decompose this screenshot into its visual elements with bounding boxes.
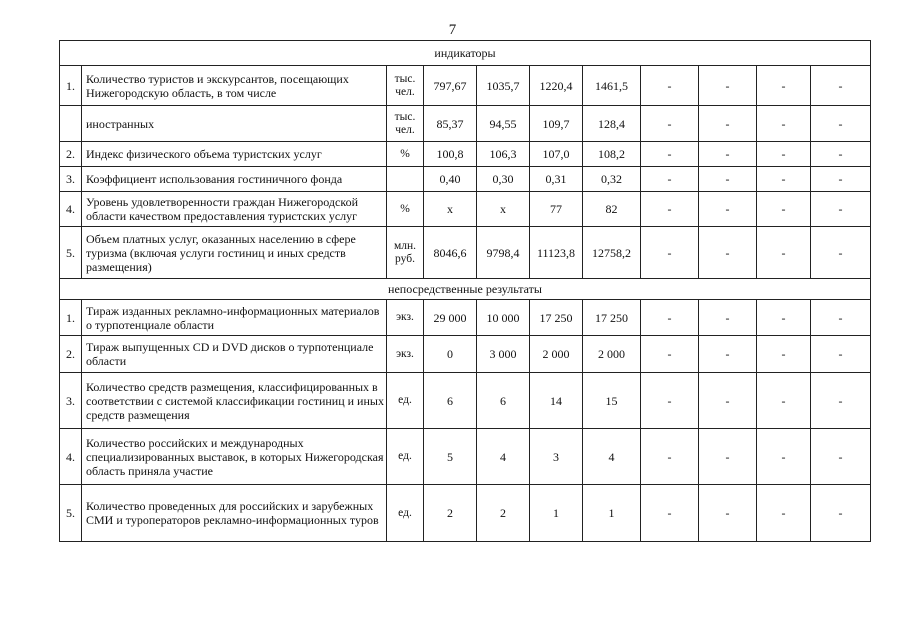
value-cell: 128,4 <box>583 106 641 142</box>
row-unit <box>387 167 424 192</box>
row-number: 2. <box>60 336 82 373</box>
value-cell: 1035,7 <box>477 66 530 106</box>
value-cell: - <box>811 429 871 485</box>
value-cell: - <box>641 167 699 192</box>
value-cell: 6 <box>477 373 530 429</box>
value-cell: 29 000 <box>424 300 477 336</box>
value-cell: - <box>811 373 871 429</box>
value-cell: 9798,4 <box>477 227 530 279</box>
value-cell: - <box>811 106 871 142</box>
value-cell: 94,55 <box>477 106 530 142</box>
value-cell: 77 <box>530 192 583 227</box>
row-description: Тираж изданных рекламно-информационных материалов о турпотенциале области <box>82 300 387 336</box>
row-number: 5. <box>60 485 82 542</box>
value-cell: 100,8 <box>424 142 477 167</box>
value-cell: - <box>757 167 811 192</box>
value-cell: - <box>757 485 811 542</box>
value-cell: 1 <box>583 485 641 542</box>
table-row <box>60 429 871 485</box>
row-number: 5. <box>60 227 82 279</box>
table-body <box>60 41 871 542</box>
row-unit: ед. <box>387 373 424 429</box>
value-cell: 4 <box>477 429 530 485</box>
row-description: Индекс физического объема туристских услуг <box>82 142 387 167</box>
value-cell: 109,7 <box>530 106 583 142</box>
section-title: непосредственные результаты <box>60 279 871 300</box>
row-number: 1. <box>60 300 82 336</box>
table-row <box>60 66 871 106</box>
value-cell: - <box>757 300 811 336</box>
row-description: Количество туристов и экскурсантов, посещающих Нижегородскую область, в том числе <box>82 66 387 106</box>
row-unit: % <box>387 142 424 167</box>
value-cell: 0 <box>424 336 477 373</box>
value-cell: - <box>811 300 871 336</box>
value-cell: 0,40 <box>424 167 477 192</box>
value-cell: - <box>757 227 811 279</box>
value-cell: - <box>699 192 757 227</box>
value-cell: - <box>641 66 699 106</box>
row-description: Количество проведенных для российских и зарубежных СМИ и туроператоров рекламно-информационных туров <box>82 485 387 542</box>
value-cell: 82 <box>583 192 641 227</box>
value-cell: - <box>699 485 757 542</box>
value-cell: - <box>699 227 757 279</box>
value-cell: - <box>641 485 699 542</box>
value-cell: 14 <box>530 373 583 429</box>
value-cell: - <box>641 106 699 142</box>
row-number <box>60 106 82 142</box>
table-row <box>60 106 871 142</box>
row-unit: тыс. чел. <box>387 106 424 142</box>
value-cell: 1461,5 <box>583 66 641 106</box>
row-number: 3. <box>60 167 82 192</box>
value-cell: 6 <box>424 373 477 429</box>
row-unit: тыс. чел. <box>387 66 424 106</box>
value-cell: - <box>757 336 811 373</box>
value-cell: - <box>699 66 757 106</box>
value-cell: 2 000 <box>530 336 583 373</box>
table-row <box>60 300 871 336</box>
row-description: Уровень удовлетворенности граждан Нижегородской области качеством предоставления туристских услуг <box>82 192 387 227</box>
row-unit: экз. <box>387 300 424 336</box>
value-cell: - <box>699 336 757 373</box>
value-cell: 17 250 <box>583 300 641 336</box>
section-header-row <box>60 41 871 66</box>
value-cell: - <box>699 106 757 142</box>
value-cell: 0,32 <box>583 167 641 192</box>
value-cell: - <box>641 373 699 429</box>
value-cell: - <box>757 192 811 227</box>
row-unit: экз. <box>387 336 424 373</box>
table-row <box>60 373 871 429</box>
value-cell: 5 <box>424 429 477 485</box>
row-unit: ед. <box>387 485 424 542</box>
value-cell: 106,3 <box>477 142 530 167</box>
value-cell: 4 <box>583 429 641 485</box>
value-cell: 0,31 <box>530 167 583 192</box>
value-cell: - <box>757 142 811 167</box>
row-number: 4. <box>60 429 82 485</box>
value-cell: 107,0 <box>530 142 583 167</box>
value-cell: 797,67 <box>424 66 477 106</box>
value-cell: 1220,4 <box>530 66 583 106</box>
table-row <box>60 227 871 279</box>
value-cell: 2 000 <box>583 336 641 373</box>
value-cell: 0,30 <box>477 167 530 192</box>
value-cell: 11123,8 <box>530 227 583 279</box>
value-cell: 2 <box>477 485 530 542</box>
indicators-table <box>59 40 871 542</box>
row-unit: ед. <box>387 429 424 485</box>
value-cell: 3 000 <box>477 336 530 373</box>
value-cell: 1 <box>530 485 583 542</box>
row-description: Объем платных услуг, оказанных населению в сфере туризма (включая услуги гостиниц и иных средств размещения) <box>82 227 387 279</box>
row-unit: млн. руб. <box>387 227 424 279</box>
value-cell: - <box>641 336 699 373</box>
value-cell: x <box>424 192 477 227</box>
value-cell: - <box>811 485 871 542</box>
value-cell: - <box>641 300 699 336</box>
value-cell: - <box>757 66 811 106</box>
value-cell: 2 <box>424 485 477 542</box>
value-cell: 10 000 <box>477 300 530 336</box>
value-cell: 17 250 <box>530 300 583 336</box>
row-number: 1. <box>60 66 82 106</box>
value-cell: - <box>811 227 871 279</box>
row-unit: % <box>387 192 424 227</box>
value-cell: - <box>641 192 699 227</box>
value-cell: - <box>757 429 811 485</box>
section-title: индикаторы <box>60 41 871 66</box>
row-description: Количество средств размещения, классифицированных в соответствии с системой классификации гостиниц и иных средств размещения <box>82 373 387 429</box>
value-cell: - <box>699 429 757 485</box>
value-cell: - <box>699 142 757 167</box>
value-cell: - <box>757 373 811 429</box>
value-cell: - <box>811 66 871 106</box>
table-row <box>60 336 871 373</box>
value-cell: - <box>641 429 699 485</box>
table-row <box>60 485 871 542</box>
row-number: 4. <box>60 192 82 227</box>
row-description: Количество российских и международных специализированных выставок, в которых Нижегородская область приняла участие <box>82 429 387 485</box>
value-cell: - <box>699 167 757 192</box>
page-number: 7 <box>448 22 457 38</box>
value-cell: - <box>811 142 871 167</box>
row-number: 2. <box>60 142 82 167</box>
value-cell: - <box>641 142 699 167</box>
value-cell: - <box>699 373 757 429</box>
row-number: 3. <box>60 373 82 429</box>
value-cell: - <box>757 106 811 142</box>
value-cell: - <box>811 167 871 192</box>
value-cell: 15 <box>583 373 641 429</box>
value-cell: - <box>699 300 757 336</box>
value-cell: 85,37 <box>424 106 477 142</box>
value-cell: - <box>641 227 699 279</box>
value-cell: x <box>477 192 530 227</box>
section-header-row <box>60 279 871 300</box>
value-cell: 108,2 <box>583 142 641 167</box>
value-cell: 3 <box>530 429 583 485</box>
value-cell: 8046,6 <box>424 227 477 279</box>
value-cell: 12758,2 <box>583 227 641 279</box>
table-row <box>60 142 871 167</box>
row-description: иностранных <box>82 106 387 142</box>
row-description: Коэффициент использования гостиничного фонда <box>82 167 387 192</box>
value-cell: - <box>811 192 871 227</box>
value-cell: - <box>811 336 871 373</box>
row-description: Тираж выпущенных CD и DVD дисков о турпотенциале области <box>82 336 387 373</box>
table-row <box>60 167 871 192</box>
table-row <box>60 192 871 227</box>
